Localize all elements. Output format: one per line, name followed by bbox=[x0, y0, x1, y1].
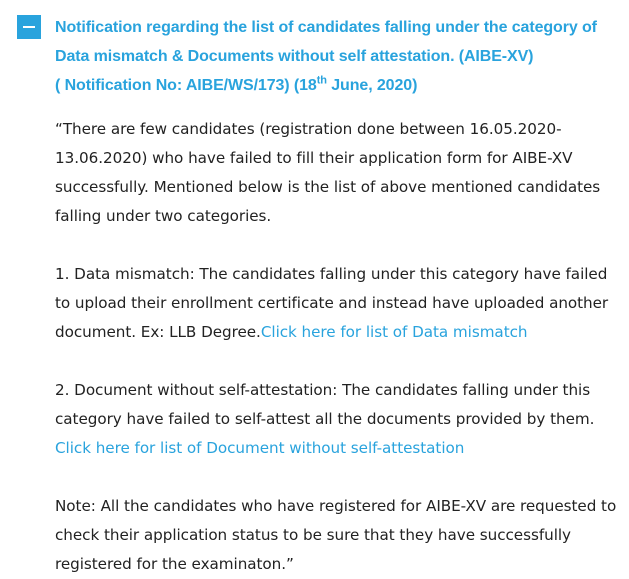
notification-body bbox=[55, 115, 625, 579]
notification-title[interactable] bbox=[55, 13, 620, 100]
notification-number: ( Notification No: AIBE/WS/173) (18 bbox=[55, 77, 317, 94]
title-line-1: Notification regarding the list of candidates falling under the category of bbox=[55, 19, 597, 36]
note-paragraph: Note: All the candidates who have registered for AIBE-XV are requested to check their application status to be sure that they have successfully registered for the examinaton.” bbox=[55, 497, 617, 573]
document-without-attestation-paragraph bbox=[55, 376, 625, 463]
document-without-attestation-text: 2. Document without self-attestation: The candidates falling under this category have failed to self-attest all the documents provided by them. bbox=[55, 381, 595, 428]
data-mismatch-paragraph bbox=[55, 260, 625, 347]
date-ordinal-suffix: th bbox=[316, 74, 327, 87]
title-line-3 bbox=[55, 74, 418, 94]
collapse-toggle-button[interactable] bbox=[17, 15, 41, 39]
notification-date: June, 2020) bbox=[326, 77, 418, 94]
title-line-2: Data mismatch & Documents without self attestation. (AIBE-XV) bbox=[55, 48, 534, 65]
data-mismatch-list-link[interactable]: Click here for list of Data mismatch bbox=[260, 323, 528, 341]
minus-icon bbox=[23, 26, 35, 28]
document-without-attestation-list-link[interactable]: Click here for list of Document without self-attestation bbox=[55, 439, 465, 457]
data-mismatch-text: 1. Data mismatch: The candidates falling under this category have failed to upload their enrollment certificate and instead have uploaded another document. Ex: LLB Degree. bbox=[55, 265, 609, 341]
intro-paragraph: “There are few candidates (registration done between 16.05.2020-13.06.2020) who have failed to fill their application form for AIBE-XV successfully. Mentioned below is the list of above mentioned candidates falling under two categories. bbox=[55, 120, 601, 225]
